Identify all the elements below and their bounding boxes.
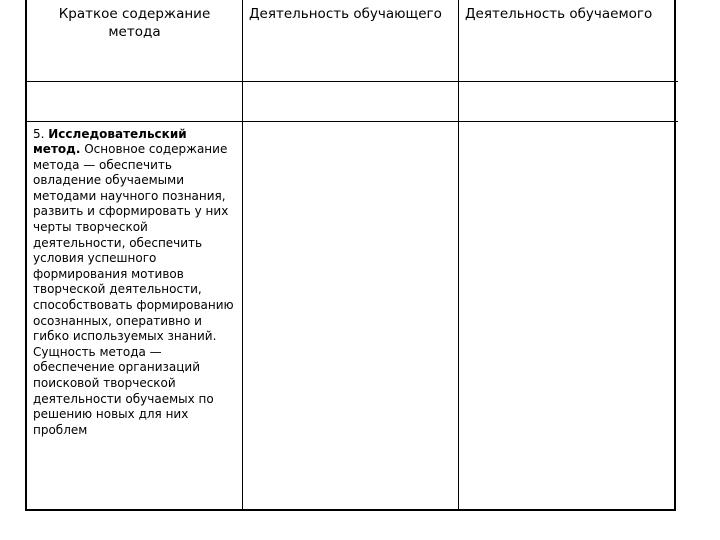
methods-table	[25, 0, 676, 511]
header-cell-method-summary	[27, 0, 243, 81]
teacher-activity-cell	[243, 121, 459, 509]
table-header-row	[27, 0, 678, 81]
header-method-summary: Краткое содержание метода	[58, 6, 211, 40]
method-number: 5.	[33, 126, 49, 141]
table-row-empty	[27, 81, 678, 121]
header-cell-teacher-activity	[243, 0, 459, 81]
table-row-research-method	[27, 121, 678, 509]
learner-activity-cell	[459, 121, 679, 509]
method-summary-text	[27, 122, 242, 439]
empty-cell	[27, 81, 243, 121]
methods-table-grid	[27, 0, 678, 509]
header-teacher-activity: Деятельность обучающего	[249, 6, 442, 22]
header-cell-learner-activity	[459, 0, 679, 81]
method-summary-cell	[27, 121, 243, 509]
empty-cell	[459, 81, 679, 121]
method-description: Основное содержание метода — обеспечить овладение обучаемыми методами научного познания, развить и сформировать у них черты творческой деятельности, обеспечить условия успешного формирования мотивов творческой деятельности, способствовать формированию осознанных, оперативно и гибко используемых знаний. Сущность метода — обеспечение организаций поисковой творческой деятельности обучаемых по решению новых для них проблем	[33, 142, 234, 437]
method-title: Исследовательский метод	[33, 126, 187, 157]
header-learner-activity: Деятельность обучаемого	[465, 6, 653, 22]
empty-cell	[243, 81, 459, 121]
method-title-suffix: .	[75, 142, 81, 157]
